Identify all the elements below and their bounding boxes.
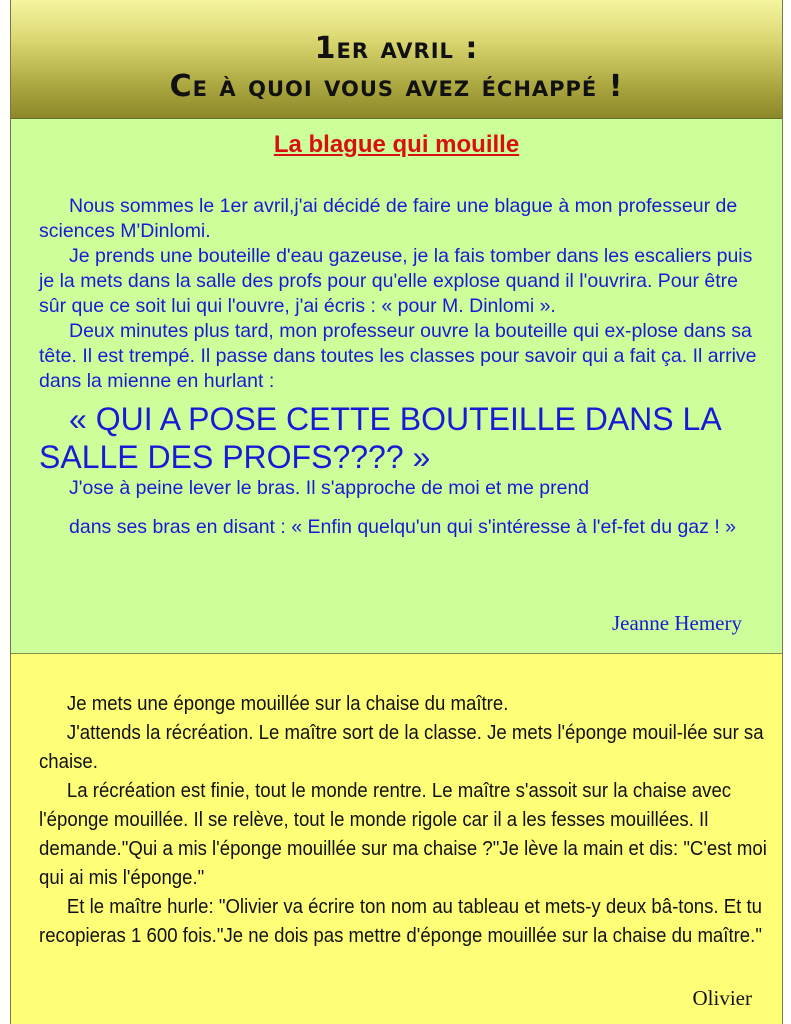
story-2-paragraph: La récréation est finie, tout le monde rentre. Le maître s'assoit sur la chaise avec l'éponge mouillée. Il se relève, tout le monde rigole car il a les fesses mouillées. Il demande."Qui a mis l'éponge mouillée sur ma chaise ?"Je lève la main et dis: "C'est moi qui ai mis l'éponge."	[39, 780, 767, 889]
story-2-paragraph: J'attends la récréation. Le maître sort de la classe. Je mets l'éponge mouil-lée sur sa chaise.	[39, 722, 764, 773]
newsletter-page	[10, 0, 783, 1024]
story-1-panel	[11, 119, 782, 654]
story-1-paragraph: dans ses bras en disant : « Enfin quelqu'un qui s'intéresse à l'ef-fet du gaz ! »	[69, 516, 736, 538]
story-2-paragraph: Je mets une éponge mouillée sur la chaise du maître.	[66, 693, 509, 715]
story-1-shout: « QUI A POSE CETTE BOUTEILLE DANS LA SALLE DES PROFS???? »	[39, 401, 720, 475]
story-2-panel	[11, 654, 782, 1024]
story-1-body	[39, 194, 759, 540]
story-2-author: Olivier	[692, 986, 752, 1010]
story-1-paragraph: Nous sommes le 1er avril,j'ai décidé de faire une blague à mon professeur de sciences M'Dinlomi.	[39, 195, 738, 242]
story-2-body	[39, 690, 774, 951]
header-line-1: 1er avril :	[314, 31, 479, 66]
story-1-author: Jeanne Hemery	[611, 611, 742, 635]
story-1-paragraph: Deux minutes plus tard, mon professeur ouvre la bouteille qui ex-plose dans sa tête. Il est trempé. Il passe dans toutes les classes pour savoir qui a fait ça. Il arrive dans la mienne en hurlant :	[39, 320, 757, 392]
header-line-2: Ce à quoi vous avez échappé !	[169, 69, 624, 104]
page-header	[11, 0, 782, 119]
story-1-paragraph: Je prends une bouteille d'eau gazeuse, je la fais tomber dans les escaliers puis je la mets dans la salle des profs pour qu'elle explose quand il l'ouvrira. Pour être sûr que ce soit lui qui l'ouvre, j'ai écris : « pour M. Dinlomi ».	[39, 245, 753, 317]
story-2-paragraph: Et le maître hurle: "Olivier va écrire ton nom au tableau et mets-y deux bâ-tons. Et tu recopieras 1 600 fois."Je ne dois pas mettre d'éponge mouillée sur la chaise du maître."	[39, 896, 763, 947]
story-1-paragraph: J'ose à peine lever le bras. Il s'approche de moi et me prend	[69, 477, 590, 499]
story-1-title: La blague qui mouille	[273, 131, 520, 158]
